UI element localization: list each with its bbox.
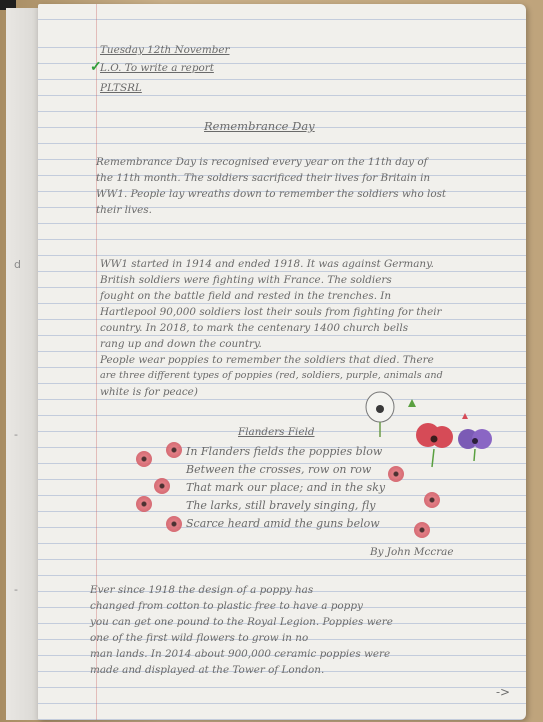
poem-title: Flanders Field [238, 426, 315, 438]
purple-poppy-drawing [458, 413, 492, 461]
poem-line: In Flanders fields the poppies blow [186, 445, 383, 458]
code-label: PLTSRL [100, 82, 142, 94]
checkmark-icon: ✓ [90, 59, 102, 75]
page-mark: - [14, 583, 18, 596]
date-heading: Tuesday 12th November [100, 44, 230, 56]
notebook-page [38, 4, 526, 720]
text-line: you can get one pound to the Royal Legion. Poppies were [90, 616, 393, 628]
text-line: changed from cotton to plastic free to have a poppy [90, 600, 363, 612]
text-line: one of the first wild flowers to grow in no [90, 632, 309, 644]
text-line: are three different types of poppies (red, soldiers, purple, animals and [100, 370, 443, 381]
paragraph-history [90, 582, 393, 678]
red-poppy-drawing [408, 399, 453, 467]
paragraph-intro [96, 154, 446, 218]
poppy-icon [166, 442, 182, 458]
text-line: made and displayed at the Tower of London. [90, 664, 325, 676]
text-line: People wear poppies to remember the soldiers that died. There [100, 354, 434, 366]
poppy-icon [136, 496, 152, 512]
poppy-icon [166, 516, 182, 532]
poem-line: The larks, still bravely singing, fly [186, 499, 376, 512]
poppy-icon [136, 451, 152, 467]
poem-verse [186, 444, 385, 534]
poppy-icon [388, 466, 404, 482]
text-line: British soldiers were fighting with France. The soldiers [100, 274, 392, 286]
text-line: country. In 2018, to mark the centenary 1400 church bells [100, 322, 409, 334]
poppy-icon [414, 522, 430, 538]
text-line: white is for peace) [100, 386, 198, 398]
text-line: rang up and down the country. [100, 338, 262, 350]
text-line: Ever since 1918 the design of a poppy has [90, 584, 314, 596]
page-title: Remembrance Day [204, 119, 315, 133]
poppy-icon [424, 492, 440, 508]
learning-objective: L.O. To write a report [100, 62, 214, 74]
poem-line: That mark our place; and in the sky [186, 481, 386, 494]
text-line: the 11th month. The soldiers sacrificed their lives for Britain in [96, 172, 431, 184]
text-line: fought on the battle field and rested in the trenches. In [100, 290, 392, 302]
text-line: WW1 started in 1914 and ended 1918. It was against Germany. [100, 258, 434, 270]
page-turn-arrow: -> [496, 685, 511, 699]
text-line: WW1. People lay wreaths down to remember the soldiers who lost [96, 188, 447, 200]
poem-line: Between the crosses, row on row [186, 463, 372, 476]
text-line: their lives. [96, 204, 152, 216]
poem-author: By John Mccrae [370, 546, 454, 558]
text-line: man lands. In 2014 about 900,000 ceramic poppies were [90, 648, 391, 660]
paragraph-ww1 [100, 256, 443, 400]
poppy-icon [154, 478, 170, 494]
poem-line: Scarce heard amid the guns below [186, 517, 380, 530]
page-mark: d [14, 258, 21, 271]
text-line: Remembrance Day is recognised every year on the 11th day of [96, 156, 428, 168]
white-poppy-drawing [366, 392, 394, 437]
page-mark: - [14, 428, 18, 441]
text-line: Hartlepool 90,000 soldiers lost their souls from fighting for their [100, 306, 442, 318]
